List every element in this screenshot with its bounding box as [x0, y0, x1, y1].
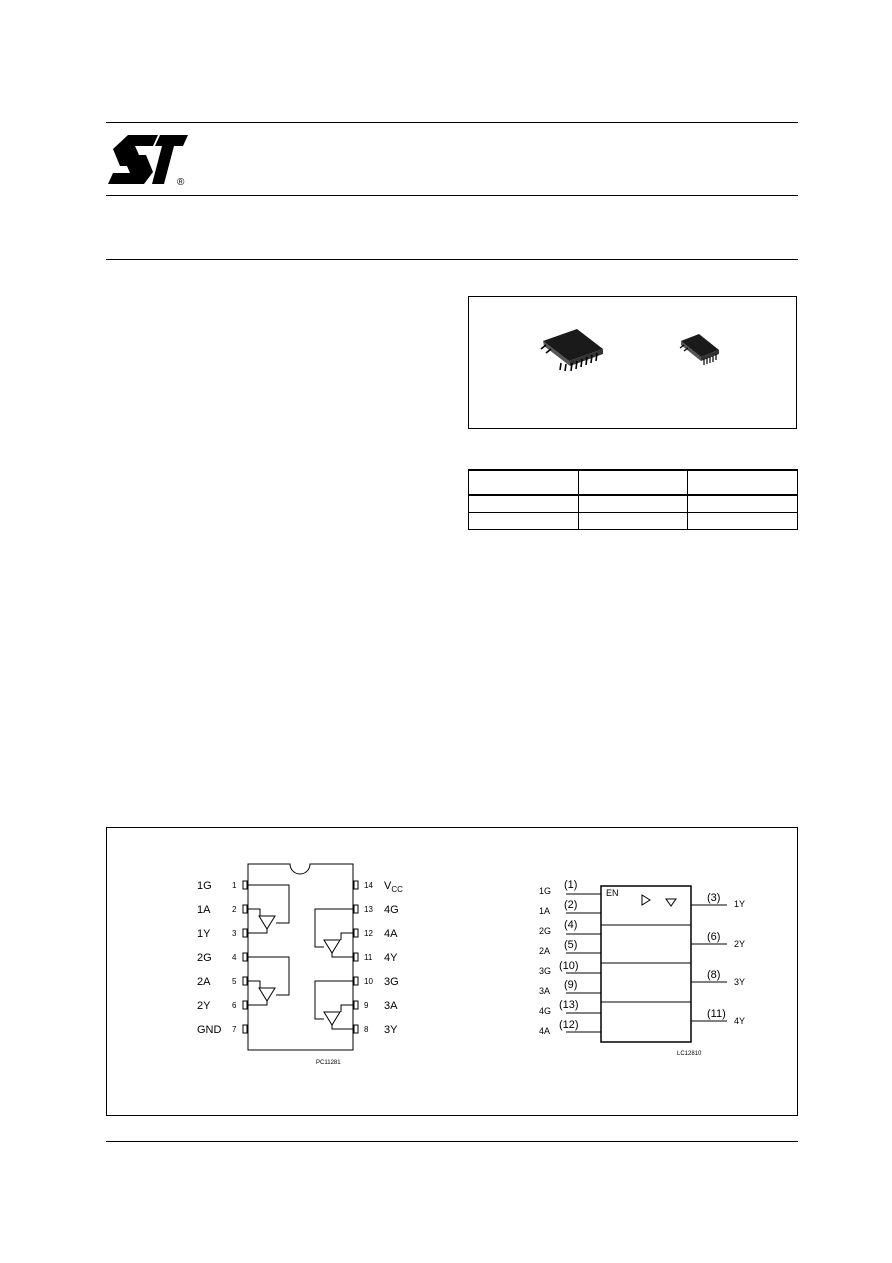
package-box	[468, 296, 797, 429]
vcc-subscript: CC	[391, 885, 403, 894]
pin-label-right: 3Y	[384, 1024, 398, 1036]
buffer-symbol-icon	[642, 895, 650, 905]
footer-rule	[106, 1141, 798, 1142]
table-row	[469, 513, 798, 530]
pin-label-right: 3G	[384, 976, 399, 988]
enable-label: EN	[606, 888, 619, 898]
pin-label-left: GND	[197, 1024, 222, 1036]
input-pin-number: (5)	[564, 939, 578, 951]
tssop-package-icon	[680, 334, 719, 365]
output-pin-number: (3)	[707, 892, 721, 904]
pin-number-left: 6	[232, 1001, 237, 1010]
connection-diagram-box	[106, 827, 798, 1116]
table-cell	[688, 513, 798, 530]
output-label: 2Y	[734, 939, 746, 949]
pin-label-right: 4Y	[384, 952, 398, 964]
input-label: 4A	[539, 1026, 551, 1036]
connection-diagrams	[107, 828, 797, 1115]
input-label: 1G	[539, 886, 552, 896]
pin-number-left: 4	[232, 953, 237, 962]
input-label: 3A	[539, 986, 551, 996]
table-cell	[688, 495, 798, 513]
input-pin-number: (2)	[564, 899, 578, 911]
soic-package-icon	[541, 329, 603, 371]
table-header-cell	[578, 470, 688, 495]
pin-number-left: 5	[232, 977, 237, 986]
input-pin-number: (4)	[564, 919, 578, 931]
pin-number-right: 10	[364, 977, 373, 986]
header-bottom-rule	[106, 259, 798, 260]
three-state-symbol-icon	[666, 899, 676, 906]
input-pin-number: (12)	[559, 1019, 579, 1031]
pin-connection-diagram	[197, 864, 403, 1066]
input-label: 4G	[539, 1006, 552, 1016]
table-header-cell	[469, 470, 579, 495]
table-row	[469, 495, 798, 513]
registered-mark: ®	[177, 177, 185, 188]
input-pin-number: (9)	[564, 979, 578, 991]
pin-number-right: 8	[364, 1025, 369, 1034]
input-pin-number: (1)	[564, 879, 578, 891]
pin-number-right: 13	[364, 905, 373, 914]
header-top-rule	[106, 122, 798, 123]
output-label: 1Y	[734, 899, 746, 909]
logic-symbol-diagram	[539, 879, 745, 1057]
input-pin-number: (13)	[559, 999, 579, 1011]
header-middle-rule	[106, 195, 798, 196]
table-header-row	[469, 470, 798, 495]
input-pin-number: (10)	[559, 960, 579, 972]
package-images	[469, 297, 796, 428]
table-header-cell	[688, 470, 798, 495]
pin-number-right: 11	[364, 953, 373, 962]
input-label: 3G	[539, 966, 552, 976]
pin-number-left: 2	[232, 905, 237, 914]
pin-label-left: 1G	[197, 880, 212, 892]
input-label: 2A	[539, 946, 551, 956]
pin-label-right	[384, 880, 403, 894]
pin-label-left: 1Y	[197, 928, 211, 940]
input-label: 2G	[539, 926, 552, 936]
st-logo-icon	[106, 132, 190, 188]
output-pin-number: (8)	[707, 969, 721, 981]
pin-label-left: 2Y	[197, 1000, 211, 1012]
pin-label-left: 2A	[197, 976, 211, 988]
output-label: 3Y	[734, 977, 746, 987]
pin-number-left: 1	[232, 881, 237, 890]
pin-label-right: 3A	[384, 1000, 398, 1012]
pin-label-left: 1A	[197, 904, 211, 916]
pin-number-left: 3	[232, 929, 237, 938]
pin-number-left: 7	[232, 1025, 237, 1034]
vcc-label: V	[384, 880, 392, 892]
output-pin-number: (6)	[707, 931, 721, 943]
table-cell	[578, 495, 688, 513]
input-label: 1A	[539, 906, 551, 916]
table-cell	[469, 513, 579, 530]
order-codes-table	[468, 469, 798, 530]
pin-label-right: 4G	[384, 904, 399, 916]
pin-number-right: 14	[364, 881, 373, 890]
pin-label-left: 2G	[197, 952, 212, 964]
table-cell	[578, 513, 688, 530]
pin-number-right: 12	[364, 929, 373, 938]
output-pin-number: (11)	[707, 1008, 726, 1020]
output-label: 4Y	[734, 1016, 746, 1026]
pin-number-right: 9	[364, 1001, 369, 1010]
logic-diagram-code: LC12810	[677, 1051, 702, 1057]
table-cell	[469, 495, 579, 513]
pin-label-right: 4A	[384, 928, 398, 940]
st-logo	[106, 132, 190, 188]
pin-diagram-code: PC11281	[316, 1060, 341, 1066]
